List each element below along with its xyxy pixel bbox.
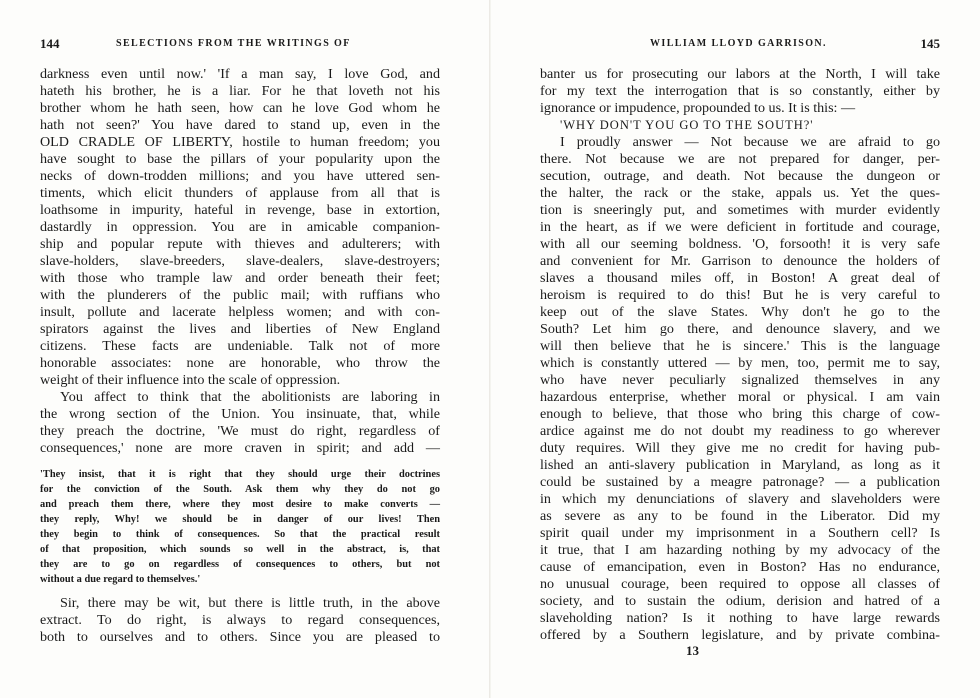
paragraph <box>540 117 940 134</box>
text-line: with the plunderers of the public mail; with ruffians who <box>40 287 440 303</box>
text-line: for my text the interrogation that is so constantly, either by <box>540 83 940 99</box>
left-running-head: SELECTIONS FROM THE WRITINGS OF <box>116 38 351 49</box>
text-line: slave-holders, slave-breeders, slave-dealers, slave-destroyers; <box>40 253 440 269</box>
paragraph <box>540 66 940 117</box>
left-page-number: 144 <box>40 36 60 51</box>
text-line: spirators against the lives and liberties of New England <box>40 321 440 337</box>
text-line: which is constantly uttered — by men, too, permit me to say, <box>540 355 940 371</box>
text-line: secution, outrage, and death. Not because the dungeon or <box>540 168 940 184</box>
quote-line: without a due regard to themselves.' <box>40 574 201 585</box>
text-line: You affect to think that the abolitionists are laboring in <box>60 389 440 405</box>
text-line: lished an anti-slavery publication in Maryland, as long as it <box>540 457 940 473</box>
text-line: offered by a Southern legislature, and by private combina- <box>540 627 940 643</box>
text-line: darkness even until now.' 'If a man say, I love God, and <box>40 66 440 82</box>
text-line: who have never peculiarly signalized themselves in any <box>540 372 940 388</box>
text-line: timents, which elicit thunders of applause from all that is <box>40 185 440 201</box>
quote-line: they are to go on regardless of consequences to others, but not <box>40 559 440 570</box>
text-line: they preach the doctrine, 'We must do right, regardless of <box>40 423 440 439</box>
text-line: brother whom he hath seen, how can he love God whom he <box>40 100 440 116</box>
text-line: ignorance or impudence, propounded to us. It is this: — <box>540 100 856 116</box>
text-line: dastardly in oppression. You are in amicable companion- <box>40 219 440 235</box>
text-line: ship and popular repute with thieves and adulterers; with <box>40 236 440 252</box>
text-line: necks of down-trodden millions; and you have uttered sen- <box>40 168 440 184</box>
text-line: ardice against me do not doubt my readiness to go wherever <box>540 423 940 439</box>
text-line: banter us for prosecuting our labors at the North, I will take <box>540 66 940 82</box>
text-line: as severe as any to be found in the Liberator. Did my <box>540 508 940 524</box>
signature-mark: 13 <box>686 643 699 658</box>
text-line: there. Not because we are not prepared for danger, per- <box>540 151 940 167</box>
text-line: with all our seeming boldness. 'O, forsooth! it is very safe <box>540 236 940 252</box>
quote-line: 'They insist, that it is right that they should urge their doctrines <box>40 469 440 480</box>
text-line: OLD CRADLE OF LIBERTY, hostile to human freedom; you <box>40 134 440 150</box>
text-line: South? Let him go there, and denounce slavery, and we <box>540 321 940 337</box>
text-line: could be sustained by a meagre patronage? — a publication <box>540 474 940 490</box>
text-line: honorable associates: none are honorable, who throw the <box>40 355 440 371</box>
text-line: slaveholding nation? Is it nothing to have large rewards <box>540 610 940 626</box>
text-line: keep out of the slave States. Why don't he go to the <box>540 304 940 320</box>
right-page <box>490 0 980 698</box>
text-line: no unusual courage, been required to oppose all classes of <box>540 576 940 592</box>
left-page-header <box>40 38 450 54</box>
text-line: consequences,' none are more craven in spirit; and add — <box>40 440 440 456</box>
left-page-body <box>40 66 440 646</box>
quote-line: they begin to think of consequences. So that the practical result <box>40 529 440 540</box>
text-line: society, and to sustain the odium, derision and hatred of a <box>540 593 940 609</box>
text-line: will then believe that he is sincere.' This is the language <box>540 338 940 354</box>
quote-line: for the conviction of the South. Ask them why they do not go <box>40 484 440 495</box>
quote-line: and preach them there, where they most desire to make converts — <box>40 499 440 510</box>
paragraph <box>40 389 440 457</box>
text-line: tion is sneeringly put, and sometimes with murder evidently <box>540 202 940 218</box>
text-line: hateth his brother, he is a liar. For he that loveth not his <box>40 83 440 99</box>
text-line: with those who trample law and order beneath their feet; <box>40 270 440 286</box>
text-line: Sir, there may be wit, but there is little truth, in the above <box>60 595 440 611</box>
text-line: in which my denunciations of slavery and slaveholders were <box>540 491 940 507</box>
text-line: slaves a thousand miles off, in Boston! A great deal of <box>540 270 940 286</box>
text-line: the halter, the rack or the stake, appals us. Yet the ques- <box>540 185 940 201</box>
text-line: heroism is required to do this! But he is very careful to <box>540 287 940 303</box>
text-line: both to ourselves and to others. Since you are pleased to <box>40 629 440 645</box>
text-line: hath not seen?' You have dared to stand up, even in the <box>40 117 440 133</box>
text-line: and convenient for Mr. Garrison to denounce the holders of <box>540 253 940 269</box>
question-heading: 'WHY DON'T YOU GO TO THE SOUTH?' <box>560 118 814 132</box>
right-running-head: WILLIAM LLOYD GARRISON. <box>650 38 827 49</box>
text-line: have sought to base the pillars of your popularity upon the <box>40 151 440 167</box>
text-line: loathsome in impurity, hateful in revenge, base in extortion, <box>40 202 440 218</box>
text-line: duty requires. Will they give me no credit for having pub- <box>540 440 940 456</box>
quote-line: they reply, Why! we should be in danger of our lives! Then <box>40 514 440 525</box>
right-page-body <box>540 66 940 644</box>
paragraph <box>40 66 440 389</box>
text-line: enough to believe, that those who bring this charge of cow- <box>540 406 940 422</box>
paragraph <box>540 134 940 644</box>
quote-line: of that proposition, which sounds so well in the abstract, is, that <box>40 544 440 555</box>
text-line: in the heart, as if we were deficient in fortitude and courage, <box>540 219 940 235</box>
block-quote <box>40 467 440 587</box>
text-line: hazardous enterprise, whether moral or physical. I am vain <box>540 389 940 405</box>
text-line: the wrong section of the Union. You insinuate, that, while <box>40 406 440 422</box>
text-line: spirit quail under my imprisonment in a Southern cell? Is <box>540 525 940 541</box>
text-line: weight of their influence into the scale of oppression. <box>40 372 341 388</box>
text-line: cause of emancipation, even in Boston? Has no endurance, <box>540 559 940 575</box>
right-page-header <box>540 38 940 54</box>
paragraph <box>40 595 440 646</box>
text-line: citizens. These facts are undeniable. Talk not of more <box>40 338 440 354</box>
right-page-number: 145 <box>920 36 940 51</box>
text-line: extract. To do right, is always to regard consequences, <box>40 612 440 628</box>
text-line: insult, pollute and lacerate helpless women; and with con- <box>40 304 440 320</box>
text-line: I proudly answer — Not because we are afraid to go <box>560 134 940 150</box>
text-line: it true, that I am hazarding nothing by my advocacy of the <box>540 542 940 558</box>
